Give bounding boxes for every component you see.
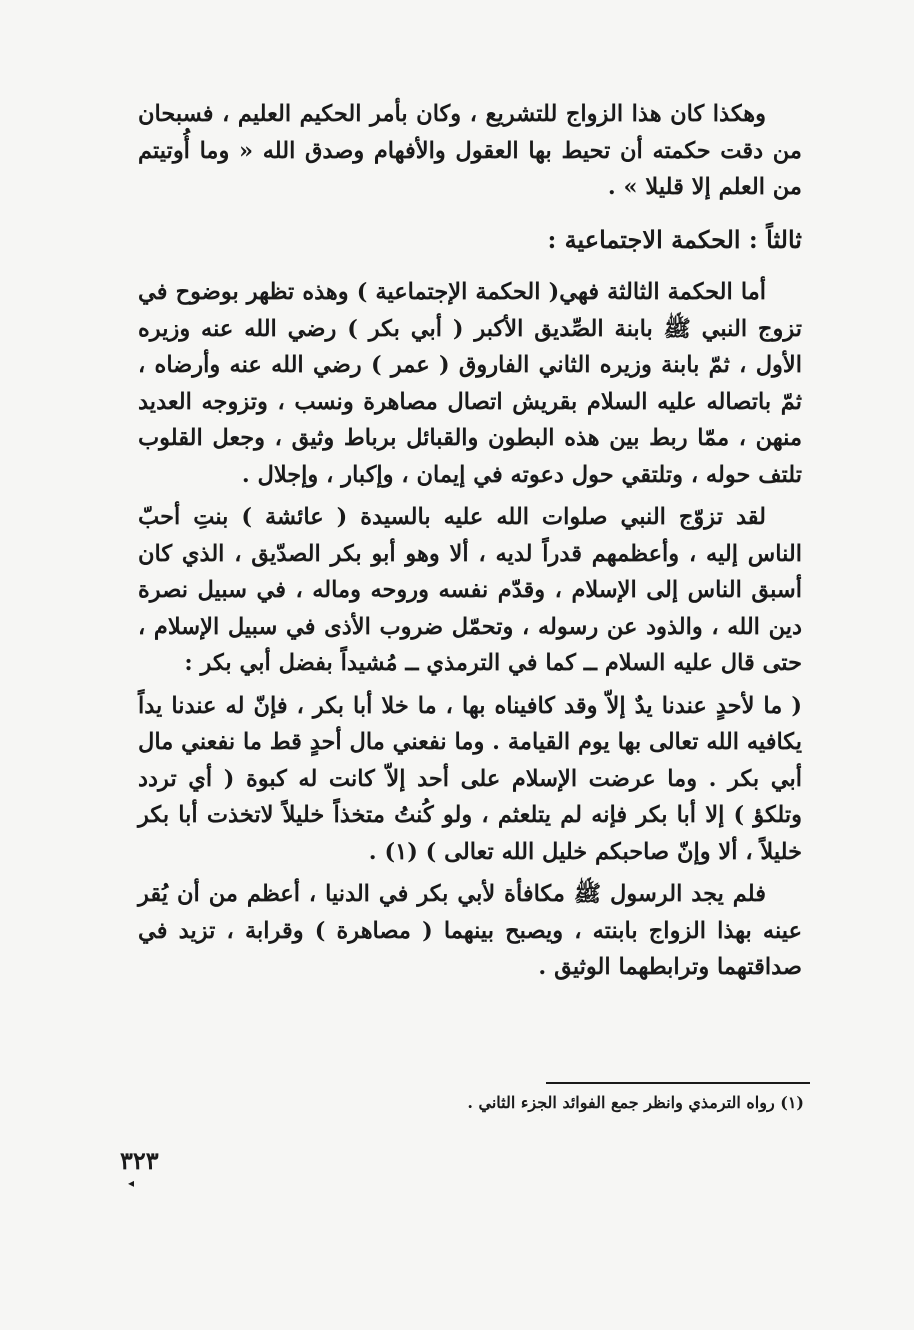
- footnote: (١) رواه الترمذي وانظر جمع الفوائد الجزء الثاني .: [467, 1093, 804, 1112]
- body-text: [138, 96, 802, 986]
- page-number: ٣٢٣: [120, 1146, 159, 1175]
- footnote-divider: [546, 1082, 810, 1084]
- paragraph-aisha-marriage: لقد تزوّج النبي صلوات الله عليه بالسيدة ( عائشة ) بنتِ أحبّ الناس إليه ، وأعظمهم قدراً لديه ، ألا وهو أبو بكر الصدّيق ، الذي كان أسبق الناس إلى الإسلام ، وقدّم نفسه وروحه وماله ، في سبيل نصرة دين الله ، والذود عن رسوله ، وتحمّل ضروب الأذى في سبيل الإسلام ، حتى قال عليه السلام ــ كما في الترمذي ــ مُشيداً بفضل أبي بكر :: [138, 504, 802, 676]
- paragraph-social-wisdom: أما الحكمة الثالثة فهي( الحكمة الإجتماعية ) وهذه تظهر بوضوح في تزوج النبي ﷺ بابنة الصِّديق الأكبر ( أبي بكر ) رضي الله عنه وزيره الأول ، ثمّ بابنة وزيره الثاني الفاروق ( عمر ) رضي الله عنه وأرضاه ، ثمّ باتصاله عليه السلام بقريش اتصال مصاهرة ونسب ، وتزوجه العديد منهن ، ممّا ربط بين هذه البطون والقبائل برباط وثيق ، وجعل القلوب تلتف حوله ، وتلتقي حول دعوته في إيمان ، وإكبار ، وإجلال .: [138, 279, 802, 488]
- paragraph-hadith-quote: ( ما لأحدٍ عندنا يدٌ إلاّ وقد كافيناه بها ، ما خلا أبا بكر ، فإنّ له عندنا يداً يكافيه الله تعالى بها يوم القيامة . وما نفعني مال أحدٍ قط ما نفعني مال أبي بكر . وما عرضت الإسلام على أحد إلاّ كانت له كبوة ( أي تردد وتلكؤ ) إلا أبا بكر فإنه لم يتلعثم ، ولو كُنتُ متخذاً خليلاً لاتخذت أبا بكر خليلاً ، ألا وإنّ صاحبكم خليل الله تعالى ) (١) .: [138, 692, 802, 865]
- paragraph-conclusion: وهكذا كان هذا الزواج للتشريع ، وكان بأمر الحكيم العليم ، فسبحان من دقت حكمته أن تحيط بها العقول والأفهام وصدق الله « وما أُوتيتم من العلم إلا قليلا » .: [138, 101, 802, 200]
- paragraph-reward: فلم يجد الرسول ﷺ مكافأة لأبي بكر في الدنيا ، أعظم من أن يُقر عينه بهذا الزواج بابنته ، ويصبح بينهما ( مصاهرة ) وقرابة ، تزيد في صداقتهما وترابطهما الوثيق .: [138, 881, 802, 980]
- page-number-mark: ◂: [128, 1176, 135, 1190]
- section-heading: ثالثاً : الحكمة الاجتماعية :: [547, 224, 802, 254]
